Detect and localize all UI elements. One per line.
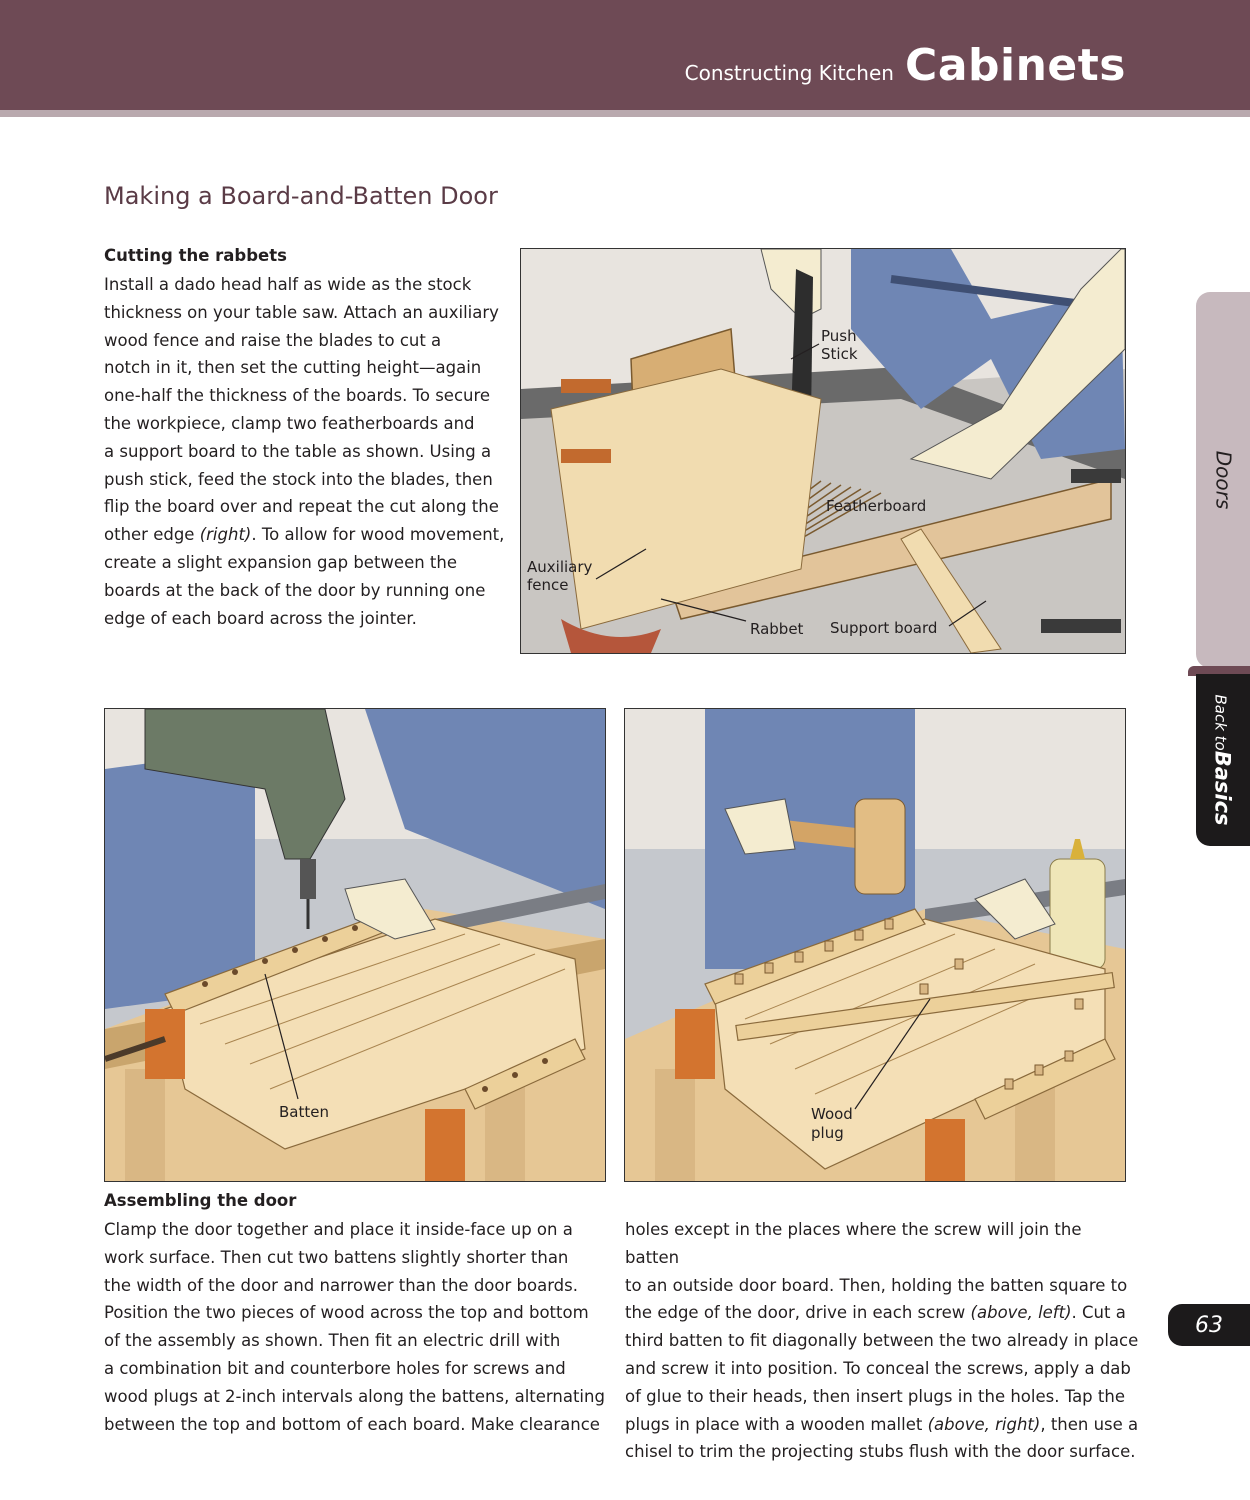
text-line: the width of the door and narrower than the door boards. bbox=[104, 1275, 578, 1295]
text-line: of glue to their heads, then insert plugs in the holes. Tap the bbox=[625, 1386, 1125, 1406]
text-line: a combination bit and counterbore holes for screws and bbox=[104, 1358, 566, 1378]
text-line: flip the board over and repeat the cut along the bbox=[104, 497, 499, 517]
figure-reference: (right) bbox=[199, 525, 252, 545]
label-auxiliary: Auxiliary bbox=[527, 558, 593, 576]
label-batten: Batten bbox=[279, 1103, 329, 1121]
text-line: work surface. Then cut two battens slightly shorter than bbox=[104, 1247, 569, 1267]
text-line: edge of each board across the jointer. bbox=[104, 608, 417, 628]
figure-wood-plugs bbox=[624, 708, 1126, 1182]
text-line: the workpiece, clamp two featherboards and bbox=[104, 413, 475, 433]
chapter-tab-label: Doors bbox=[1211, 450, 1236, 510]
running-head-subtitle: Constructing Kitchen bbox=[684, 61, 894, 85]
running-head-title: Cabinets bbox=[905, 40, 1126, 91]
figure-drilling-battens bbox=[104, 708, 606, 1182]
drilling-illustration bbox=[105, 709, 605, 1181]
text-line: push stick, feed the stock into the blades, then bbox=[104, 469, 493, 489]
label-push: Push bbox=[821, 327, 857, 345]
text-line: Install a dado head half as wide as the stock bbox=[104, 275, 472, 294]
figure-reference: (above, left) bbox=[970, 1303, 1072, 1323]
label-stick: Stick bbox=[821, 345, 858, 363]
figure-table-saw bbox=[520, 248, 1126, 654]
text-run: , then use a bbox=[1040, 1414, 1139, 1434]
text-run: other edge bbox=[104, 525, 200, 545]
label-fence: fence bbox=[527, 576, 569, 594]
text-line: thickness on your table saw. Attach an auxiliary bbox=[104, 302, 499, 322]
text-run: the edge of the door, drive in each screw bbox=[625, 1303, 971, 1323]
assembling-text-left bbox=[104, 1216, 609, 1438]
assembling-text-right bbox=[625, 1216, 1140, 1466]
series-label-basics: Basics bbox=[1211, 750, 1236, 826]
text-line: boards at the back of the door by running one bbox=[104, 580, 486, 600]
text-line: third batten to fit diagonally between the two already in place bbox=[625, 1331, 1139, 1351]
label-wood: Wood bbox=[811, 1105, 853, 1123]
plugs-illustration bbox=[625, 709, 1125, 1181]
text-line: create a slight expansion gap between the bbox=[104, 552, 458, 572]
label-rabbet: Rabbet bbox=[750, 620, 804, 638]
text-line: one-half the thickness of the boards. To secure bbox=[104, 386, 491, 406]
page-header bbox=[0, 0, 1250, 110]
text-line bbox=[625, 1411, 1140, 1439]
text-line: and screw it into position. To conceal the screws, apply a dab bbox=[625, 1358, 1131, 1378]
series-label-back-to: Back to bbox=[1212, 694, 1231, 751]
chapter-tab-doors[interactable] bbox=[1196, 292, 1250, 668]
text-run: . Cut a bbox=[1071, 1303, 1126, 1323]
table-saw-illustration bbox=[521, 249, 1125, 653]
running-head bbox=[685, 40, 1126, 91]
text-line: a support board to the table as shown. Using a bbox=[104, 441, 492, 461]
header-rule bbox=[0, 110, 1250, 117]
text-line: chisel to trim the projecting stubs flush with the door surface. bbox=[625, 1442, 1136, 1462]
text-line bbox=[625, 1299, 1140, 1327]
text-run: plugs in place with a wooden mallet bbox=[625, 1414, 928, 1434]
text-line: Clamp the door together and place it inside-face up on a bbox=[104, 1220, 573, 1239]
text-line: to an outside door board. Then, holding the batten square to bbox=[625, 1275, 1128, 1295]
text-run: . To allow for wood movement, bbox=[251, 525, 505, 545]
text-line: between the top and bottom of each board. Make clearance bbox=[104, 1414, 600, 1434]
label-support-board: Support board bbox=[830, 619, 938, 637]
rabbets-heading: Cutting the rabbets bbox=[104, 246, 287, 265]
text-line: wood plugs at 2-inch intervals along the battens, alternating bbox=[104, 1386, 605, 1406]
text-line bbox=[104, 521, 509, 549]
text-line: of the assembly as shown. Then fit an electric drill with bbox=[104, 1331, 561, 1351]
series-tab-back-to-basics bbox=[1196, 674, 1250, 846]
text-line: Position the two pieces of wood across the top and bottom bbox=[104, 1303, 589, 1323]
rabbets-text bbox=[104, 271, 509, 632]
label-featherboard: Featherboard bbox=[826, 497, 927, 515]
label-plug: plug bbox=[811, 1124, 844, 1142]
text-line: wood fence and raise the blades to cut a bbox=[104, 330, 442, 350]
figure-reference: (above, right) bbox=[927, 1414, 1041, 1434]
page-number: 63 bbox=[1168, 1304, 1250, 1346]
section-title: Making a Board-and-Batten Door bbox=[104, 182, 498, 210]
text-line: notch in it, then set the cutting height—again bbox=[104, 358, 482, 378]
assembling-heading: Assembling the door bbox=[104, 1191, 297, 1210]
text-line: holes except in the places where the screw will join the batten bbox=[625, 1220, 1082, 1267]
